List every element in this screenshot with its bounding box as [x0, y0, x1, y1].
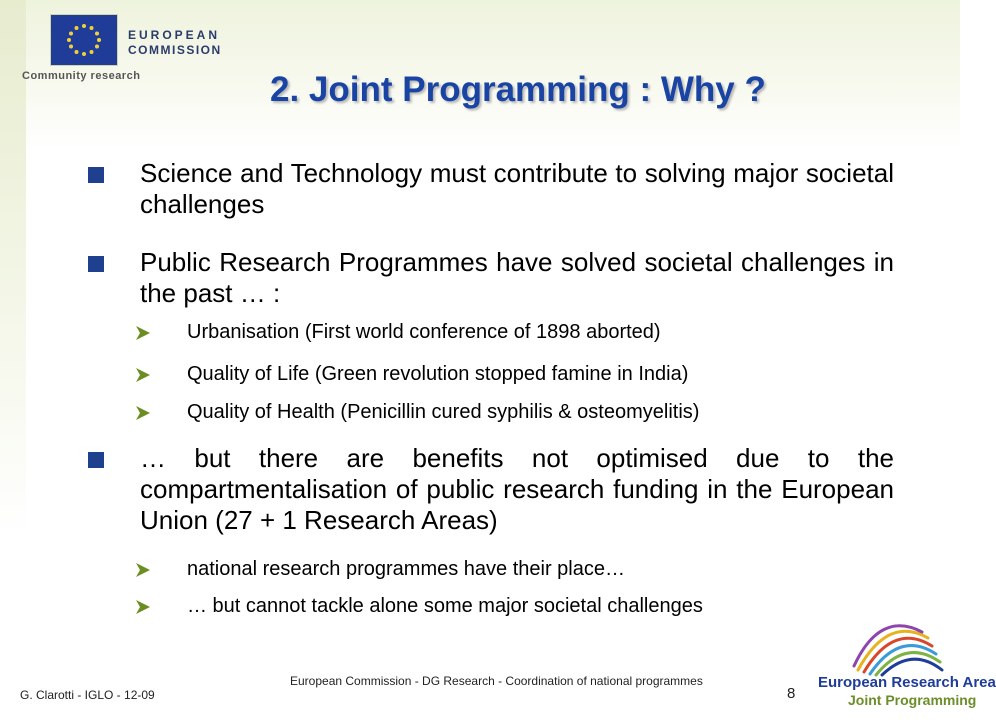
sub-bullet-item: Urbanisation (First world conference of 1898 aborted) — [187, 321, 661, 343]
slide-title: 2. Joint Programming : Why ? — [270, 70, 766, 109]
european-commission-logo — [22, 10, 286, 88]
arrow-bullet-icon — [134, 561, 152, 579]
bullet-item: … but there are benefits not optimised due to the compartmentalisation of public research funding in the European Union (27 + 1 Research Areas) — [140, 443, 894, 535]
bullet-square-icon — [88, 452, 104, 468]
arrow-bullet-icon — [134, 598, 152, 616]
bullet-square-icon — [88, 167, 104, 183]
arrow-bullet-icon — [134, 404, 152, 422]
bullet-item: Public Research Programmes have solved societal challenges in the past … : — [140, 247, 894, 308]
page-number: 8 — [787, 685, 796, 702]
footer-organisation: European Commission - DG Research - Coordination of national programmes — [290, 674, 703, 688]
side-band — [0, 0, 26, 720]
arrow-bullet-icon — [134, 324, 152, 342]
bullet-square-icon — [88, 256, 104, 272]
eu-flag-icon — [50, 14, 118, 66]
sub-bullet-item: Quality of Health (Penicillin cured syphilis & osteomyelitis) — [187, 401, 700, 423]
era-swirl-icon — [818, 620, 960, 676]
org-subtitle: Community research — [22, 70, 141, 82]
arrow-bullet-icon — [134, 366, 152, 384]
footer-author: G. Clarotti - IGLO - 12-09 — [20, 688, 155, 702]
org-name-line2: COMMISSION — [128, 43, 222, 57]
sub-bullet-item: national research programmes have their place… — [187, 558, 625, 580]
era-joint-programming-logo — [818, 620, 996, 720]
era-logo-line2: Joint Programming — [848, 692, 977, 708]
sub-bullet-item: Quality of Life (Green revolution stopped famine in India) — [187, 363, 689, 385]
bullet-item: Science and Technology must contribute to solving major societal challenges — [140, 158, 894, 219]
era-logo-line1: European Research Area — [818, 674, 996, 691]
sub-bullet-item: … but cannot tackle alone some major societal challenges — [187, 595, 703, 617]
org-name-line1: EUROPEAN — [128, 28, 221, 42]
